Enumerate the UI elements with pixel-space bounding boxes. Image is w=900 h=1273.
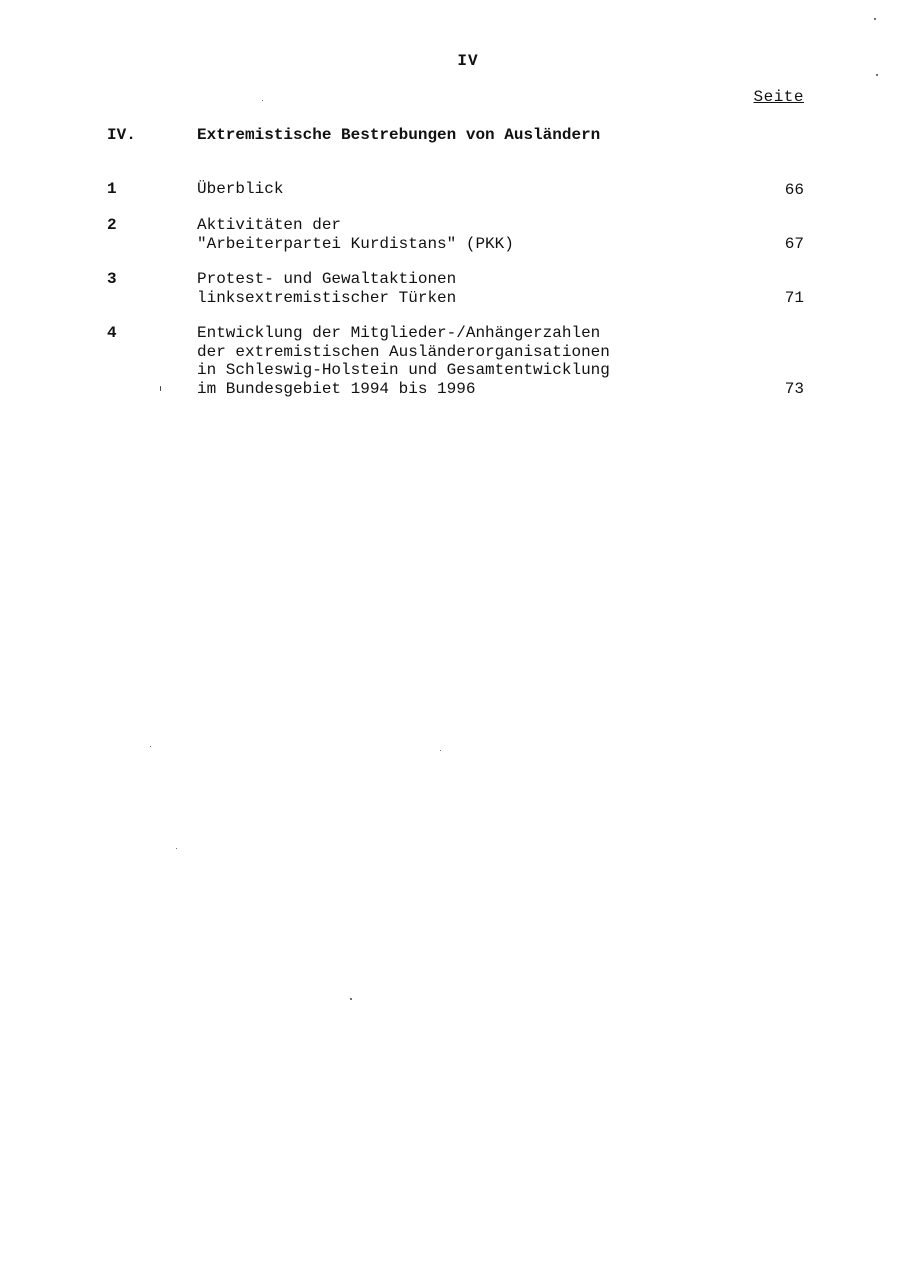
section-number: IV. — [107, 126, 136, 144]
scan-speck — [262, 100, 263, 101]
scan-speck — [874, 18, 876, 20]
toc-entry-page: 73 — [784, 379, 804, 398]
toc-entry-title — [197, 270, 456, 307]
toc-entry — [107, 216, 804, 253]
toc-entry-title-line: im Bundesgebiet 1994 bis 1996 — [197, 379, 476, 398]
toc-entry-number: 4 — [107, 324, 117, 342]
scan-speck — [176, 848, 177, 849]
toc-entry-title-line: in Schleswig-Holstein und Gesamtentwicklung — [197, 361, 610, 379]
toc-entry-page: 67 — [784, 234, 804, 253]
scan-speck — [876, 74, 878, 76]
scan-speck — [350, 998, 352, 1000]
scan-speck — [150, 746, 151, 747]
toc-entry-title — [197, 324, 610, 398]
toc-entry-number: 2 — [107, 216, 117, 234]
toc-entry-title-line: Überblick — [197, 180, 284, 198]
toc-entry-title-line: Entwicklung der Mitglieder-/Anhängerzahlen — [197, 324, 601, 342]
toc-entry-title — [197, 180, 283, 199]
toc-entry-page: 66 — [784, 180, 804, 199]
toc-entry-title-line: Protest- und Gewaltaktionen — [197, 270, 457, 288]
toc-entry — [107, 324, 804, 398]
toc-entry — [107, 180, 804, 199]
scan-speck — [160, 386, 161, 391]
toc-entry-title-line: Aktivitäten der — [197, 216, 342, 234]
page-number: IV — [457, 52, 479, 70]
scan-speck — [440, 750, 441, 751]
toc-entry-number: 3 — [107, 270, 117, 288]
toc-entry-page: 71 — [784, 288, 804, 307]
toc-entry-number: 1 — [107, 180, 117, 198]
toc-entry-title-line: der extremistischen Ausländerorganisationen — [197, 342, 610, 361]
toc-entry — [107, 270, 804, 307]
toc-entry-title-line: linksextremistischer Türken — [197, 288, 457, 307]
section-title: Extremistische Bestrebungen von Ausländern — [197, 126, 601, 144]
toc-entry-title — [197, 216, 514, 253]
seite-column-header: Seite — [753, 88, 804, 106]
toc-entry-title-line: "Arbeiterpartei Kurdistans" (PKK) — [197, 234, 514, 253]
